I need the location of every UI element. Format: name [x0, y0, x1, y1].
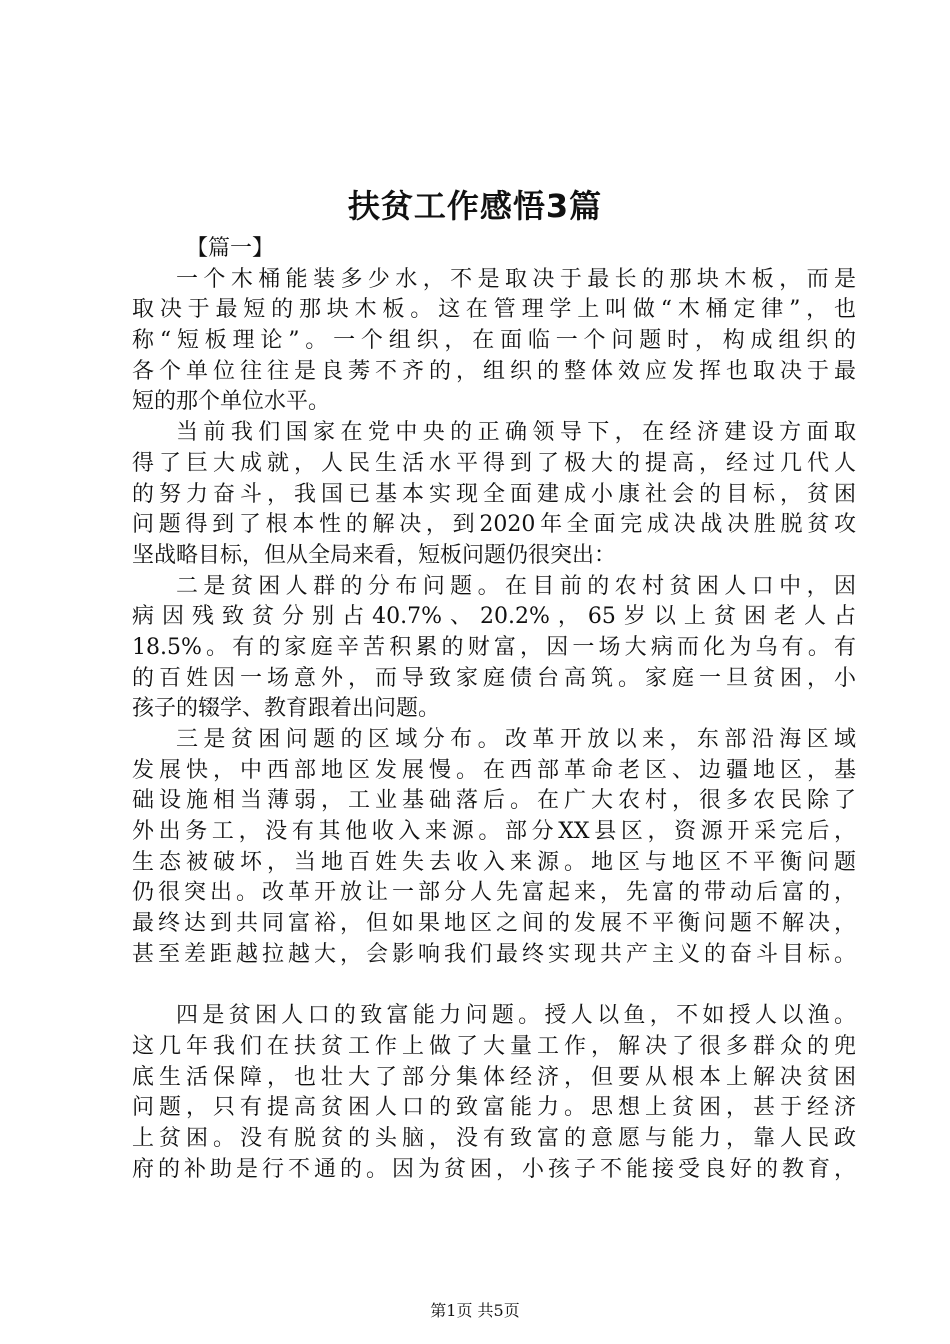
- paragraph-line: 得了巨大成就，人民生活水平得到了极大的提高，经过几代人: [132, 450, 856, 476]
- paragraph-line: 仍很突出。改革开放让一部分人先富起来，先富的带动后富的，: [132, 880, 856, 906]
- paragraph-line: 三是贫困问题的区域分布。改革开放以来，东部沿海区域: [176, 727, 856, 752]
- paragraph-line: 问题，只有提高贫困人口的致富能力。思想上贫困，甚于经济: [132, 1095, 856, 1121]
- paragraph-line: 孩子的辍学、教育跟着出问题。: [132, 696, 441, 722]
- paragraph-line: 外出务工，没有其他收入来源。部分XX县区，资源开采完后，: [132, 819, 856, 845]
- paragraph-line: 府的补助是行不通的。因为贫困，小孩子不能接受良好的教育，: [132, 1156, 856, 1182]
- paragraph-line: 病因残致贫分别占40.7%、20.2%，65岁以上贫困老人占: [132, 604, 856, 630]
- paragraph-line: 的百姓因一场意外，而导致家庭债台高筑。家庭一旦贫困，小: [132, 665, 856, 691]
- paragraph-line: 二是贫困人群的分布问题。在目前的农村贫困人口中，因: [176, 573, 856, 599]
- paragraph-line: 称“短板理论”。一个组织，在面临一个问题时，构成组织的: [132, 328, 856, 354]
- paragraph-line: 底生活保障，也壮大了部分集体经济，但要从根本上解决贫困: [132, 1064, 856, 1090]
- document-body: [132, 234, 856, 1185]
- paragraph-line: 问题得到了根本性的解决，到2020年全面完成决战决胜脱贫攻: [132, 512, 856, 538]
- document-title: 扶贫工作感悟3篇: [347, 187, 603, 225]
- paragraph-line: 生态被破坏，当地百姓失去收入来源。地区与地区不平衡问题: [132, 849, 856, 875]
- paragraph-line: 一个木桶能装多少水，不是取决于最长的那块木板，而是: [176, 266, 856, 292]
- paragraph-line: 甚至差距越拉越大，会影响我们最终实现共产主义的奋斗目标。: [132, 941, 856, 967]
- paragraph-line: 上贫困。没有脱贫的头脑，没有致富的意愿与能力，靠人民政: [132, 1125, 856, 1151]
- paragraph-line: 础设施相当薄弱，工业基础落后。在广大农村，很多农民除了: [132, 788, 856, 814]
- paragraph-line: 取决于最短的那块木板。这在管理学上叫做“木桶定律”，也: [132, 297, 856, 323]
- paragraph-line: 的努力奋斗，我国已基本实现全面建成小康社会的目标，贫困: [132, 481, 856, 507]
- paragraph-line: 最终达到共同富裕，但如果地区之间的发展不平衡问题不解决，: [132, 911, 856, 937]
- paragraph-line: 18.5%。有的家庭辛苦积累的财富，因一场大病而化为乌有。有: [132, 634, 856, 660]
- paragraph-line: 发展快，中西部地区发展慢。在西部革命老区、边疆地区，基: [132, 757, 856, 783]
- paragraph-line: 坚战略目标，但从全局来看，短板问题仍很突出：: [132, 542, 617, 568]
- page-footer: 第1页 共5页: [430, 1301, 520, 1320]
- paragraph-line: 各个单位往往是良莠不齐的，组织的整体效应发挥也取决于最: [132, 358, 856, 384]
- paragraph-line: 当前我们国家在党中央的正确领导下，在经济建设方面取: [176, 420, 856, 446]
- section-heading: 【篇一】: [186, 236, 275, 261]
- paragraph-line: 四是贫困人口的致富能力问题。授人以鱼，不如授人以渔。: [176, 1003, 856, 1029]
- paragraph-gap: [132, 971, 856, 1002]
- paragraph-line: 短的那个单位水平。: [132, 389, 331, 415]
- paragraph-line: 这几年我们在扶贫工作上做了大量工作，解决了很多群众的兜: [132, 1033, 856, 1059]
